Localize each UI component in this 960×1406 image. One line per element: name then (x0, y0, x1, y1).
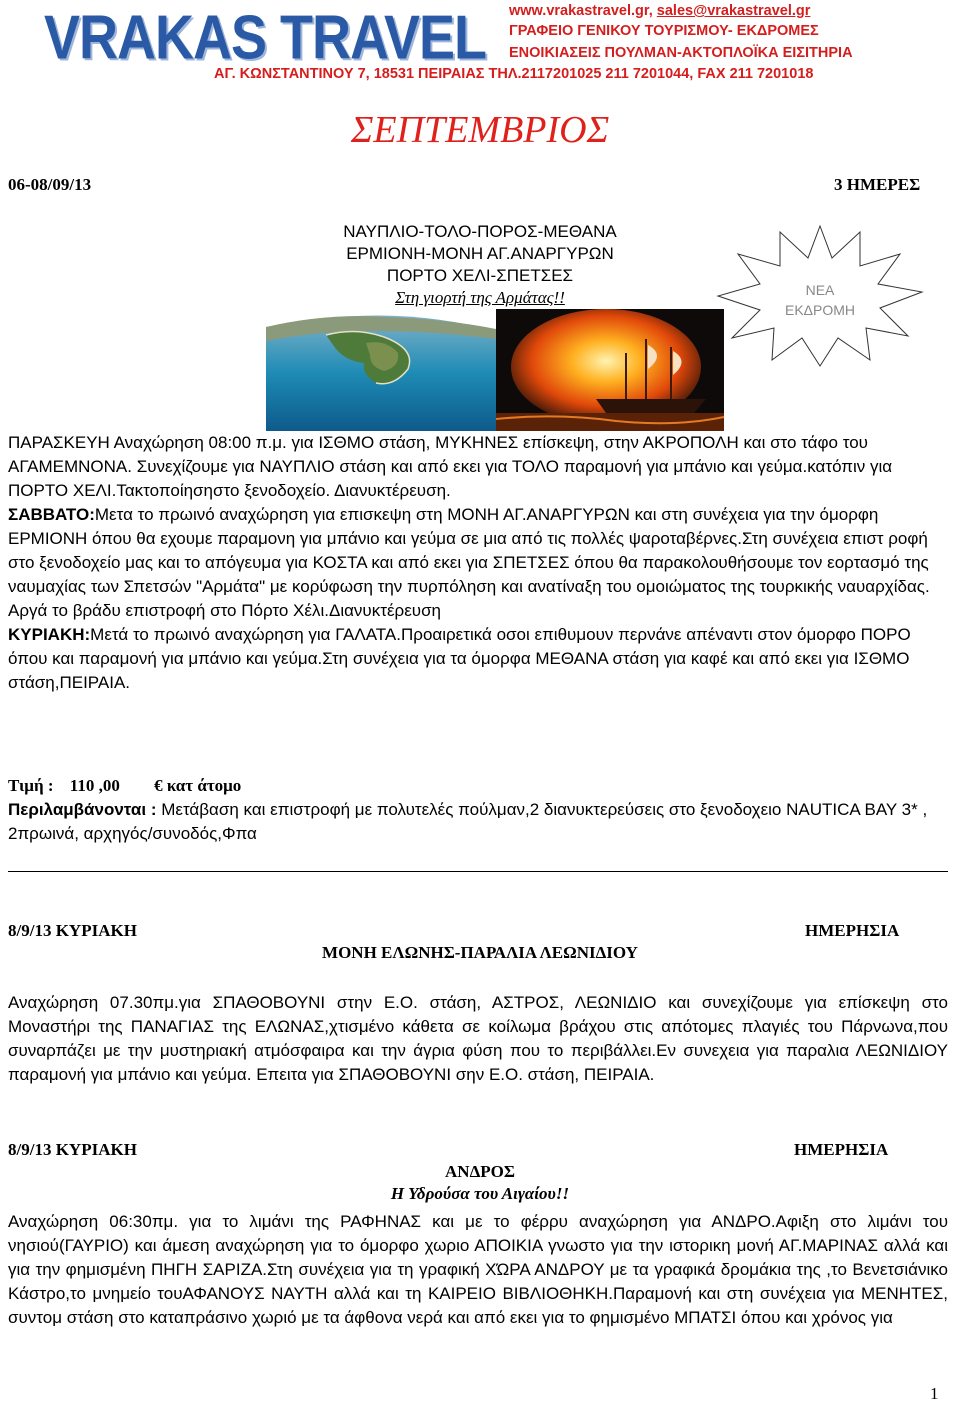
includes-text: Μετάβαση και επιστροφή με πολυτελές πούλμαν,2 διανυκτερεύσεις στο ξενοδοχειο NAUTICA BAY 3* , 2πρωινά, αρχηγός/συνοδός,Φπα (8, 800, 928, 843)
day2-text: Μετα το πρωινό αναχώρηση για επισκεψη στη ΜΟΝΗ ΑΓ.ΑΝΑΡΓΥΡΩΝ και στη συνέχεια για την όμορφη ΕΡΜΙΟΝΗ όπου θα εχουμε παραμονη για μπάνιο και γεύμα σε μια από τις πολλές ψαροταβέρνες.Στη συνέχεια επιστ ροφή στο ξενοδοχείο μας και το απόγευμα για ΚΟΣΤΑ και από εκει για ΣΠΕΤΣΕΣ όπου θα παρακολουθήσουμε τον εορτασμό της ναυμαχίας των Σπετσών "Αρμάτα" με κορύφωση την πυρπόληση και ανατίναξη του ομοιώματος της τουρκικής ναυαρχίδας. Αργά το βράδυ επιστροφή στο Πόρτο Χέλι.Διανυκτέρευση (8, 505, 930, 620)
page-number: 1 (930, 1384, 939, 1403)
includes-label: Περιλαμβάνονται : (8, 800, 157, 819)
trip1-day2 (8, 503, 948, 623)
price-unit: € κατ άτομο (154, 776, 242, 795)
day3-label: ΚΥΡΙΑΚΗ: (8, 625, 91, 644)
trip1-includes (8, 798, 948, 846)
day2-label: ΣΑΒΒΑΤΟ: (8, 505, 95, 524)
trip3-subtitle: Η Υδρούσα του Αιγαίου!! (390, 1184, 570, 1203)
trip1-title-line3: ΠΟΡΤΟ ΧΕΛΙ-ΣΠΕΤΣΕΣ (386, 266, 574, 285)
trip1-price (8, 774, 948, 798)
badge-line1: ΝΕΑ (805, 282, 835, 298)
trip3-date-day: 8/9/13 ΚΥΡΙΑΚΗ (8, 1140, 137, 1159)
contact-web-email: www.vrakastravel.gr, sales@vrakastravel.gr (509, 3, 811, 19)
trip1-title (200, 221, 760, 309)
trip2-text: Αναχώρηση 07.30πμ.για ΣΠΑΘΟΒΟΥΝΙ στην Ε.Ο. στάση, ΑΣΤΡΟΣ, ΛΕΩΝΙΔΙΟ και συνεχίζουμε για επίσκεψη στο Μοναστήρι της ΠΑΝΑΓΙΑΣ της ΕΛΩΝΑΣ,χτισμένο κάθετα σε κοίλωμα βράχου στις απότομες πλαγιές του Πάρνωνα,που συναρπάζει με την μυστηριακή ατμόσφαιρα και την άγρια φύση που το περιβάλλει.Εν συνεχεια για παραλια ΛΕΩΝΙΔΙΟΥ παραμονή για μπάνιο και γεύμα. Επειτα για ΣΠΑΘΟΒΟΥΝΙ σην Ε.Ο. στάση, ΠΕΙΡΑΙΑ. (8, 993, 948, 1084)
price-value: 110 ,00 (69, 776, 120, 795)
agency-services: ΓΡΑΦΕΙΟ ΓΕΝΙΚΟΥ ΤΟΥΡΙΣΜΟΥ- ΕΚΔΡΟΜΕΣ (509, 23, 819, 39)
logo: VRAKAS TRAVEL (44, 3, 487, 73)
new-trip-badge (710, 218, 930, 368)
agency-rentals: ΕΝΟΙΚΙΑΣΕΙΣ ΠΟΥΛΜΑΝ-ΑΚΤΟΠΛΟΪΚΑ ΕΙΣΙΤΗΡΙΑ (509, 45, 853, 61)
address-line: ΑΓ. ΚΩΝΣΤΑΝΤΙΝΟΥ 7, 18531 ΠΕΙΡΑΙΑΣ ΤΗΛ.2117201025 211 7201044, FAX 211 7201018 (214, 66, 814, 82)
trip3-text: Αναχώρηση 06:30πμ. για το λιμάνι της ΡΑΦΗΝΑΣ και με το φέρρυ αναχώρηση για ΑΝΔΡΟ.Αφιξη στο λιμάνι του νησιού(ΓΑΥΡΙΟ) και άμεση αναχώρηση για το όμορφο χωριο ΑΠΟΙΚΙΑ γνωστο για την ιστορικη μονή ΑΓ.ΜΑΡΙΝΑΣ αλλά και για την φημισμένη ΠΗΓΗ ΣΑΡΙΖΑ.Στη συνέχεια για τη γραφική ΧΏΡΑ ΑΝΔΡΟΥ με τα γραφικά δρομάκια της ,το Βενετσιάνικο Κάστρο,το μνημείο τουΑΦΑΝΟΥΣ ΝΑΥΤΗ αλλά και τη ΚΑΙΡΕΙΟ ΒΙΒΛΙΟΘΗΚΗ.Παραμονή και στη συνέχεια για ΜΕΝΗΤΕΣ, συντομ στάση στο καταπράσινο χωριό με τα άφθονα νερά και από εκει για το φημισμένο ΜΠΑΤΣΙ όπου και χρόνος για (8, 1212, 948, 1327)
island-aerial-photo (266, 309, 496, 431)
day1-text: Αναχώρηση 08:00 π.μ. για ΙΣΘΜΟ στάση, ΜΥΚΗΝΕΣ επίσκεψη, στην ΑΚΡΟΠΟΛΗ και στο τάφο του ΑΓΑΜΕΜΝΟΝΑ. Συνεχίζουμε για ΝΑΥΠΛΙΟ στάση και από εκει για ΤΟΛΟ παραμονή για μπάνιο και γεύμα.κατόπιν για ΠΟΡΤΟ ΧΕΛΙ.Τακτοποίησηστο ξενοδοχείο. Διανυκτέρευση. (8, 433, 893, 500)
website-link[interactable]: www.vrakastravel.gr (509, 3, 649, 19)
ship-burning-photo (496, 309, 724, 431)
trip3-title: ΑΝΔΡΟΣ (445, 1162, 515, 1181)
trip3-type: ΗΜΕΡΗΣΙΑ (794, 1140, 889, 1159)
section-divider (8, 871, 948, 872)
email-link[interactable]: sales@vrakastravel.gr (656, 3, 811, 19)
day1-label: ΠΑΡΑΣΚΕΥΗ (8, 433, 110, 452)
badge-line2: ΕΚΔΡΟΜΗ (784, 302, 856, 318)
trip1-duration: 3 ΗΜΕΡΕΣ (834, 175, 921, 194)
trip1-itinerary (8, 431, 948, 695)
trip1-subtitle: Στη γιορτή της Αρμάτας!! (395, 288, 565, 307)
trip1-title-line2: ΕΡΜΙΟΝΗ-ΜΟΝΗ ΑΓ.ΑΝΑΡΓΥΡΩΝ (346, 244, 614, 263)
trip1-day3 (8, 623, 948, 695)
day3-text: Μετά το πρωινό αναχώρηση για ΓΑΛΑΤΑ.Προαιρετικά οσοι επιθυμουν περνάνε απέναντι στον όμορφο ΠΟΡΟ όπου και παραμονή για μπάνιο και γεύμα.Στη συνέχεια για τα όμορφα ΜΕΘΑΝΑ στάση για καφέ και από εκει για ΙΣΘΜΟ στάση,ΠΕΙΡΑΙΑ. (8, 625, 911, 692)
trip1-day1 (8, 431, 948, 503)
trip2-type: ΗΜΕΡΗΣΙΑ (805, 921, 900, 940)
trip2-title: ΜΟΝΗ ΕΛΩΝΗΣ-ΠΑΡΑΛΙΑ ΛΕΩΝΙΔΙΟΥ (322, 943, 638, 962)
trip1-title-line1: ΝΑΥΠΛΙΟ-ΤΟΛΟ-ΠΟΡΟΣ-ΜΕΘΑΝΑ (343, 222, 617, 241)
trip2-date-day: 8/9/13 ΚΥΡΙΑΚΗ (8, 921, 137, 940)
month-title: ΣΕΠΤΕΜΒΡΙΟΣ (350, 109, 610, 151)
trip1-dates: 06-08/09/13 (8, 175, 92, 194)
price-label: Τιμή : (8, 776, 54, 795)
